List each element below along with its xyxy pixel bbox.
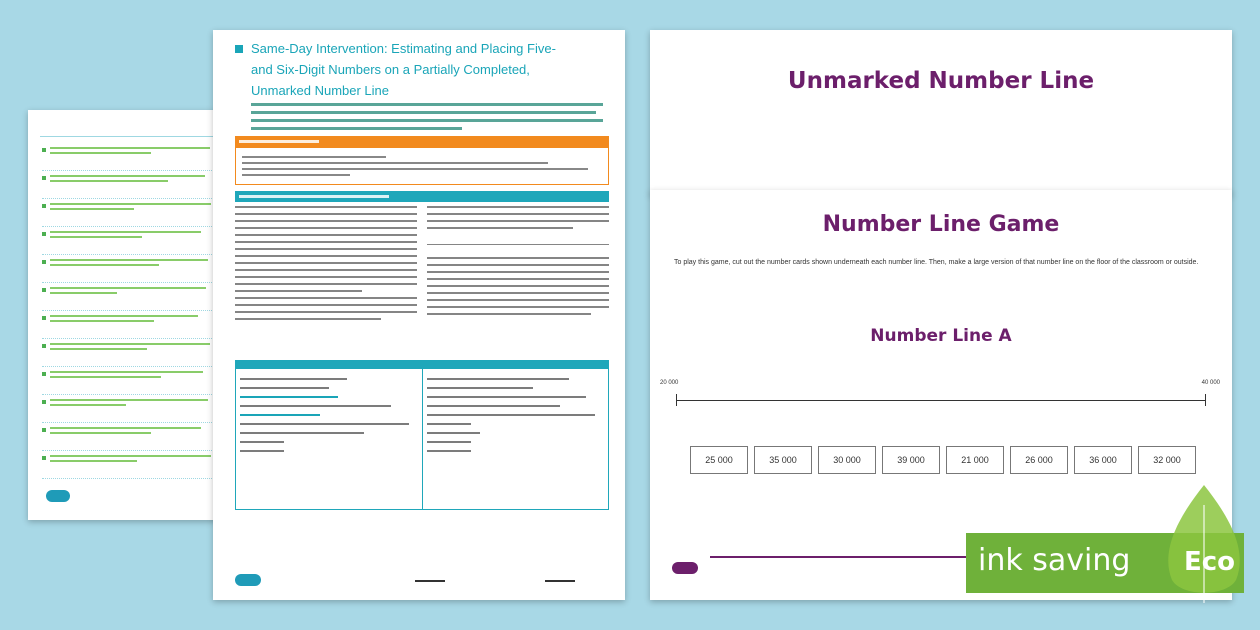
list-item: [42, 395, 218, 423]
explanation-column-right: [427, 206, 609, 356]
number-line-end-tick: [1205, 394, 1206, 406]
number-line-start-label: 20 000: [660, 380, 679, 386]
bullet-icon: [42, 400, 46, 404]
list-item: [42, 227, 218, 255]
twinkl-logo-icon: [46, 490, 70, 502]
bullet-icon: [42, 204, 46, 208]
page-number: [415, 580, 445, 582]
explanation-text: [235, 206, 609, 356]
explaining-section-header: [235, 191, 609, 202]
number-line: [676, 400, 1206, 401]
handout-summary: [251, 103, 603, 130]
bullet-icon: [42, 176, 46, 180]
number-card: 25 000: [690, 446, 748, 474]
list-item: [42, 367, 218, 395]
twinkl-logo-icon: [672, 562, 698, 574]
bullet-icon: [42, 428, 46, 432]
square-bullet-icon: [235, 45, 243, 53]
bullet-icon: [42, 260, 46, 264]
eco-label: Eco: [1184, 547, 1236, 577]
list-item: [42, 311, 218, 339]
list-item: [42, 255, 218, 283]
number-line-end-label: 40 000: [1201, 380, 1220, 386]
list-item: [42, 171, 218, 199]
intervention-handout: [213, 30, 625, 600]
bullet-icon: [42, 288, 46, 292]
preparation-vocabulary-table: [235, 360, 609, 510]
pre-intervention-check-box: [235, 147, 609, 185]
twinkl-logo-icon: [235, 574, 261, 586]
handout-header: [235, 38, 605, 101]
handout-title-line: Unmarked Number Line: [251, 83, 390, 98]
number-card: 21 000: [946, 446, 1004, 474]
list-item: [42, 283, 218, 311]
ink-saving-label: ink saving: [978, 543, 1131, 578]
list-item: [42, 339, 218, 367]
unmarked-number-line-sheet: [650, 30, 1232, 195]
number-card: 39 000: [882, 446, 940, 474]
number-card: 32 000: [1138, 446, 1196, 474]
bullet-icon: [42, 232, 46, 236]
explanation-column-left: [235, 206, 417, 356]
list-item: [42, 423, 218, 451]
handout-title-line: and Six-Digit Numbers on a Partially Completed,: [251, 62, 530, 77]
list-item: [42, 143, 218, 171]
number-cards: [690, 446, 1196, 474]
number-card: 30 000: [818, 446, 876, 474]
number-line-subtitle: Number Line A: [870, 326, 1012, 346]
pre-intervention-check-header: [235, 136, 609, 147]
number-card: 26 000: [1010, 446, 1068, 474]
bullet-icon: [42, 372, 46, 376]
bullet-icon: [42, 456, 46, 460]
handout-title: [251, 38, 556, 101]
bullet-icon: [42, 148, 46, 152]
bullet-icon: [42, 316, 46, 320]
bullet-icon: [42, 344, 46, 348]
vocabulary-column: [423, 361, 609, 509]
game-instructions: To play this game, cut out the number cards shown underneath each number line. Then, make a large version of that number line on the floor of the classroom or outside.: [674, 259, 1199, 266]
list-item: [42, 451, 218, 479]
game-title: Number Line Game: [822, 212, 1060, 237]
footer-text: [545, 580, 575, 582]
number-card: 36 000: [1074, 446, 1132, 474]
sheet-title: Unmarked Number Line: [787, 68, 1095, 94]
handout-title-line: Same-Day Intervention: Estimating and Placing Five-: [251, 41, 556, 56]
back-worksheet: [28, 110, 228, 520]
ink-saving-eco-badge: [966, 533, 1256, 593]
handout-footer: [235, 574, 605, 590]
number-card: 35 000: [754, 446, 812, 474]
list-item: [42, 199, 218, 227]
back-sheet-header: [40, 132, 218, 137]
preparation-column: [236, 361, 423, 509]
leaf-icon: [1162, 485, 1246, 605]
